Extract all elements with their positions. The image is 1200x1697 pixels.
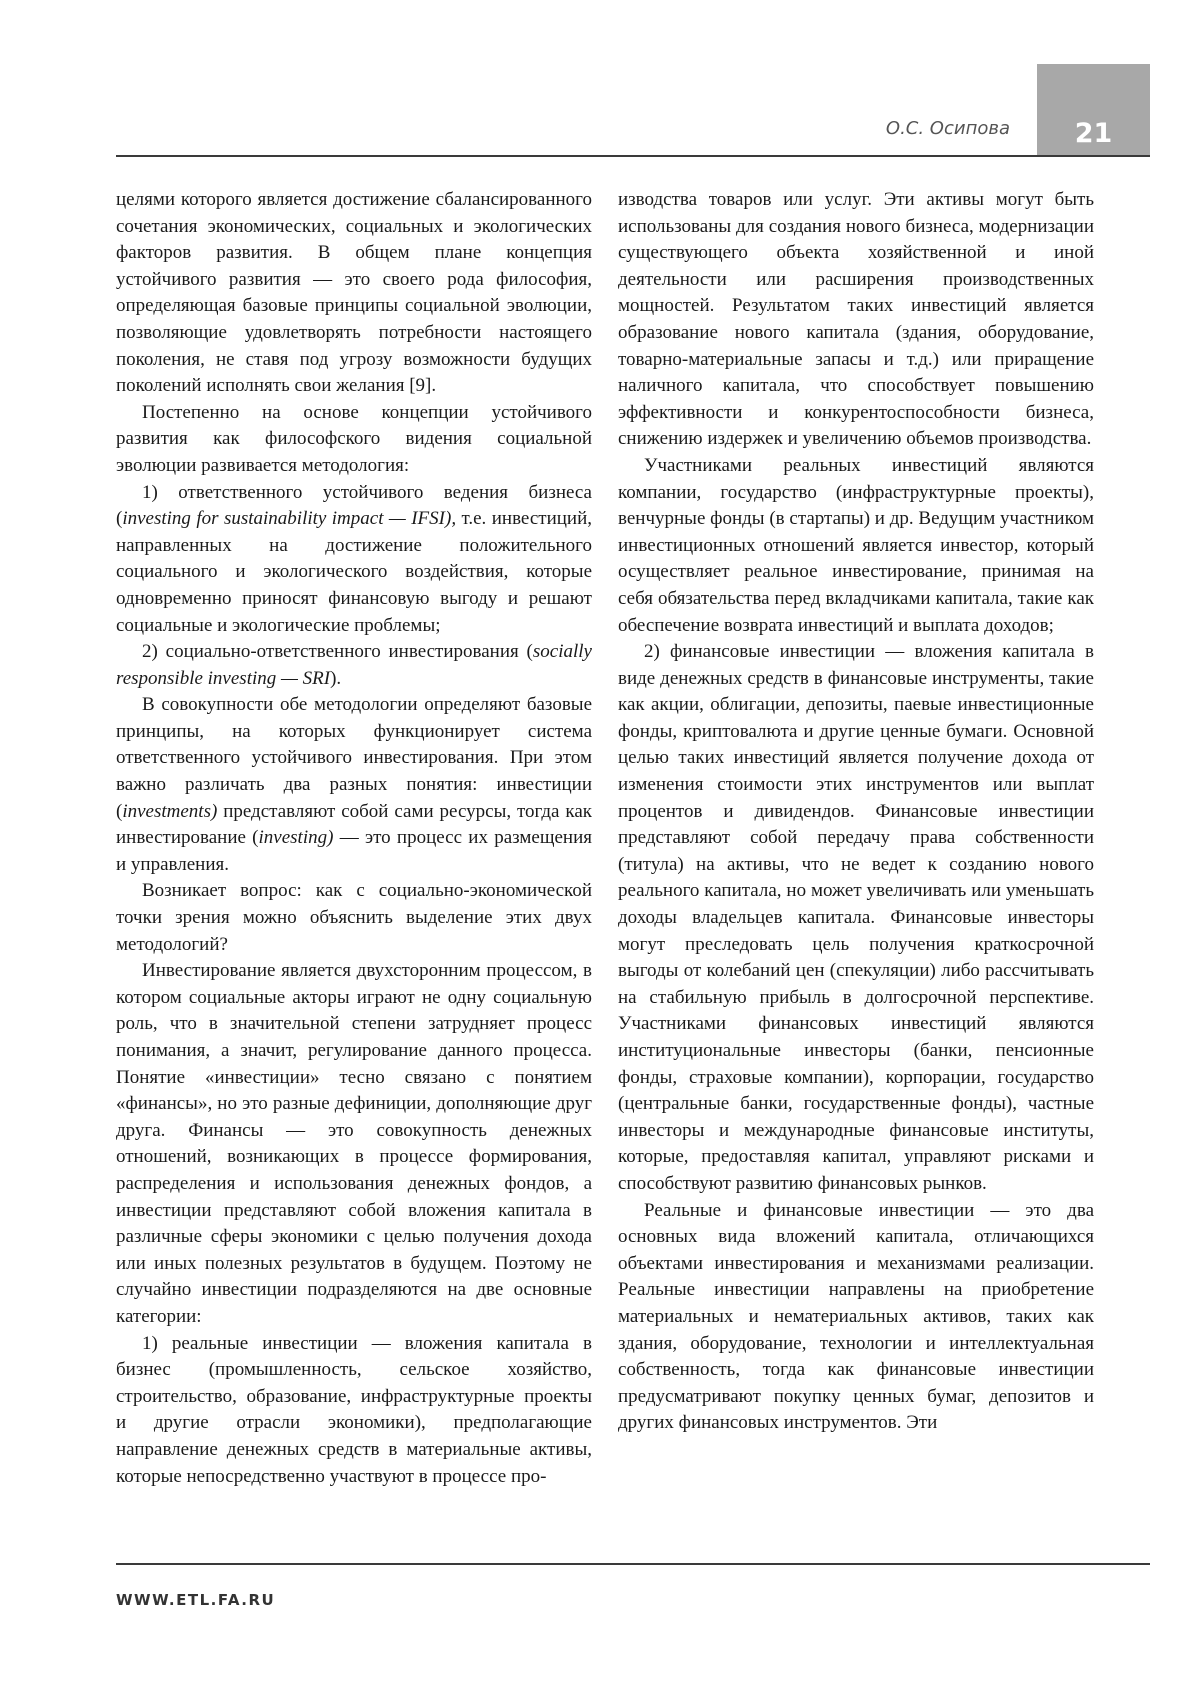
paragraph: целями которого является достижение сбалансированного сочетания экономических, социальных и экологических факторов развития. В общем плане концепция устойчивого развития — это своего рода философия, определяющая базовые принципы социальной эволюции, позволяющие удовлетворять потребности настоящего поколения, не ставя под угрозу возможности будущих поколений исполнять свои желания [9]. <box>116 189 592 397</box>
text-run: 2) социально-ответственного инвестирования ( <box>142 641 533 663</box>
text-run: — это процесс их размещения и управления. <box>116 827 592 875</box>
paragraph <box>116 639 592 692</box>
paragraph: Участниками реальных инвестиций являются компании, государство (инфраструктурные проекты), венчурные фонды (в стартапы) и др. Ведущим участником инвестиционных отношений является инвестор, который осуществляет реальное инвестирование, принимая на себя обязательства перед вкладчиками капитала, такие как обеспечение возврата инвестиций и выплата доходов; <box>618 454 1094 636</box>
italic-term: socially responsible investing — SRI <box>116 641 592 689</box>
page-number: 21 <box>1074 118 1113 149</box>
italic-term: investing) <box>258 827 334 849</box>
running-header-author: О.С. Осипова <box>885 118 1010 139</box>
text-run: представляют собой сами ресурсы, тогда как инвестирование ( <box>116 800 592 849</box>
footer-rule <box>116 1563 1150 1565</box>
paragraph: изводства товаров или услуг. Эти активы могут быть использованы для создания нового бизнеса, модернизации существующего объекта хозяйственной и иной деятельности или расширения производственных мощностей. Результатом таких инвестиций является образование нового капитала (здания, оборудование, товарно-материальные запасы и т.д.) или приращение наличного капитала, что способствует повышению эффективности и конкурентоспособности бизнеса, снижению издержек и увеличению объемов производства. <box>618 189 1094 450</box>
paragraph: 1) реальные инвестиции — вложения капитала в бизнес (промышленность, сельское хозяйство, строительство, образование, инфраструктурные проекты и другие отрасли экономики), предполагающие направление денежных средств в материальные активы, которые непосредственно участвуют в процессе про- <box>116 1332 592 1487</box>
paragraph <box>116 692 592 878</box>
paragraph: Инвестирование является двухсторонним процессом, в котором социальные акторы играют не одну социальную роль, что в значительной степени затрудняет процесс понимания, а значит, регулирование данного процесса. Понятие «инвестиции» тесно связано с понятием «финансы», но это разные дефиниции, дополняющие друг друга. Финансы — это совокупность денежных отношений, возникающих в процессе формирования, распределения и использования денежных фондов, а инвестиции представляют собой вложения капитала в различные сферы экономики с целью получения дохода или иных полезных результатов в будущем. Поэтому не случайно инвестиции подразделяются на две основные категории: <box>116 960 592 1327</box>
page-number-block <box>1037 64 1150 155</box>
italic-term: investments) <box>122 800 218 822</box>
italic-term: investing for sustainability impact — IFSI), <box>122 508 457 530</box>
right-column <box>618 187 1094 1557</box>
text-run: ). <box>330 667 342 689</box>
text-run: В совокупности обе методологии определяют базовые принципы, на которых функционирует система ответственного устойчивого инвестирования. При этом важно различать два разных понятия: инвестиции ( <box>116 694 592 822</box>
paragraph: Реальные и финансовые инвестиции — это два основных вида вложений капитала, отличающихся объектами инвестирования и механизмами реализации. Реальные инвестиции направлены на приобретение материальных и нематериальных активов, таких как здания, оборудование, технологии и интеллектуальная собственность, тогда как финансовые инвестиции предусматривают покупку ценных бумаг, депозитов и других финансовых инструментов. Эти <box>618 1199 1094 1434</box>
paragraph: Возникает вопрос: как с социально-экономической точки зрения можно объяснить выделение этих двух методологий? <box>116 880 592 955</box>
left-column <box>116 187 592 1557</box>
paragraph: 2) финансовые инвестиции — вложения капитала в виде денежных средств в финансовые инструменты, такие как акции, облигации, депозиты, паевые инвестиционные фонды, криптовалюта и другие ценные бумаги. Основной целью таких инвестиций является получение дохода от изменения стоимости этих инструментов или выплат процентов и дивидендов. Финансовые инвестиции представляют собой передачу права собственности (титула) на активы, что не ведет к созданию нового реального капитала, но может увеличивать или уменьшать доходы владельцев капитала. Финансовые инвесторы могут преследовать цель получения краткосрочной выгоды от колебаний цен (спекуляции) либо рассчитывать на стабильную прибыль в долгосрочной перспективе. Участниками финансовых инвестиций являются институциональные инвесторы (банки, пенсионные фонды, страховые компании), корпорации, государство (центральные банки, государственные фонды), частные инвесторы и международные финансовые институты, которые, предоставляя капитал, управляют рисками и способствуют развитию финансовых рынков. <box>618 641 1094 1194</box>
paragraph: Постепенно на основе концепции устойчивого развития как философского видения социальной эволюции развивается методология: <box>116 401 592 476</box>
footer-url: WWW.ETL.FA.RU <box>116 1591 276 1609</box>
header-rule <box>116 155 1150 157</box>
text-run: т.е. инвестиций, направленных на достижение положительного социального и экологического воздействия, которые одновременно приносят финансовую выгоду и решают социальные и экологические проблемы; <box>116 508 592 636</box>
text-run: 1) ответственного устойчивого ведения бизнеса ( <box>116 481 592 530</box>
paragraph <box>116 480 592 640</box>
